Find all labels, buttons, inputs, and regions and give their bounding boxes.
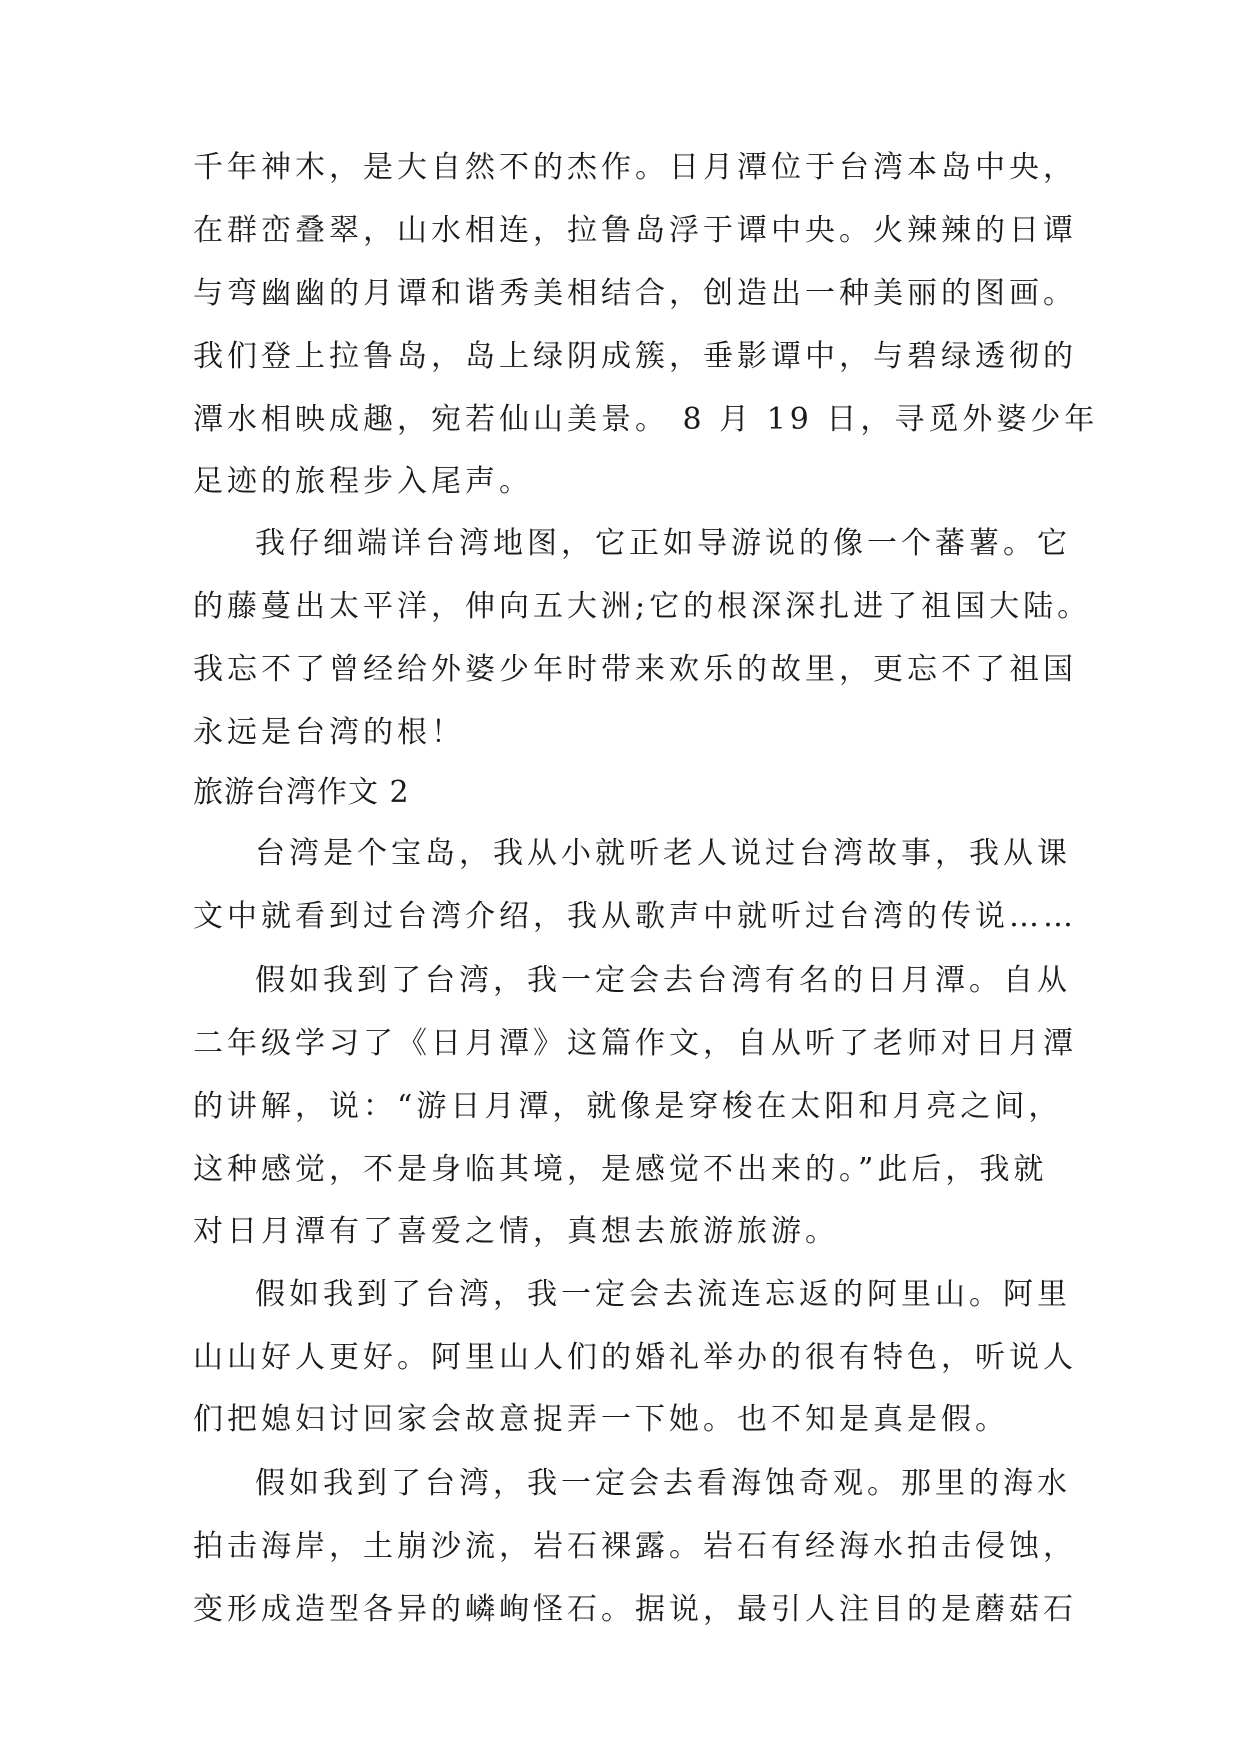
text-line: 永远是台湾的根！ xyxy=(193,715,465,750)
text-line: 山山好人更好。阿里山人们的婚礼举办的很有特色，听说人 xyxy=(193,1340,1077,1375)
text-line: 的讲解，说：“游日月潭，就像是穿梭在太阳和月亮之间， xyxy=(193,1089,1063,1124)
text-line: 假如我到了台湾，我一定会去台湾有名的日月潭。自从 xyxy=(255,963,1071,998)
text-line: 台湾是个宝岛，我从小就听老人说过台湾故事，我从课 xyxy=(255,836,1071,871)
text-line: 我仔细端详台湾地图，它正如导游说的像一个蕃薯。它 xyxy=(255,526,1071,561)
text-line: 文中就看到过台湾介绍，我从歌声中就听过台湾的传说…… xyxy=(193,899,1077,934)
text-line: 假如我到了台湾，我一定会去看海蚀奇观。那里的海水 xyxy=(255,1466,1071,1501)
text-line: 假如我到了台湾，我一定会去流连忘返的阿里山。阿里 xyxy=(255,1277,1071,1312)
text-line: 二年级学习了《日月潭》这篇作文，自从听了老师对日月潭 xyxy=(193,1026,1077,1061)
text-line: 们把媳妇讨回家会故意捉弄一下她。也不知是真是假。 xyxy=(193,1402,1009,1437)
text-line: 我忘不了曾经给外婆少年时带来欢乐的故里，更忘不了祖国 xyxy=(193,652,1077,687)
text-line: 与弯幽幽的月谭和谐秀美相结合，创造出一种美丽的图画。 xyxy=(193,276,1077,311)
text-line: 潭水相映成趣，宛若仙山美景。 8 月 19 日，寻觅外婆少年 xyxy=(193,402,1099,437)
section-title: 旅游台湾作文 2 xyxy=(193,775,410,810)
text-line: 足迹的旅程步入尾声。 xyxy=(193,464,533,499)
text-line: 千年神木，是大自然不的杰作。日月潭位于台湾本岛中央， xyxy=(193,150,1077,185)
text-line: 变形成造型各异的嶙峋怪石。据说，最引人注目的是蘑菇石 xyxy=(193,1592,1077,1627)
text-line: 拍击海岸，土崩沙流，岩石裸露。岩石有经海水拍击侵蚀， xyxy=(193,1529,1077,1564)
text-line: 在群峦叠翠，山水相连，拉鲁岛浮于谭中央。火辣辣的日谭 xyxy=(193,213,1077,248)
text-line: 对日月潭有了喜爱之情，真想去旅游旅游。 xyxy=(193,1214,839,1249)
text-line: 我们登上拉鲁岛，岛上绿阴成簇，垂影谭中，与碧绿透彻的 xyxy=(193,339,1077,374)
text-line: 的藤蔓出太平洋，伸向五大洲;它的根深深扎进了祖国大陆。 xyxy=(193,589,1092,624)
text-line: 这种感觉，不是身临其境，是感觉不出来的。”此后，我就 xyxy=(193,1152,1048,1187)
